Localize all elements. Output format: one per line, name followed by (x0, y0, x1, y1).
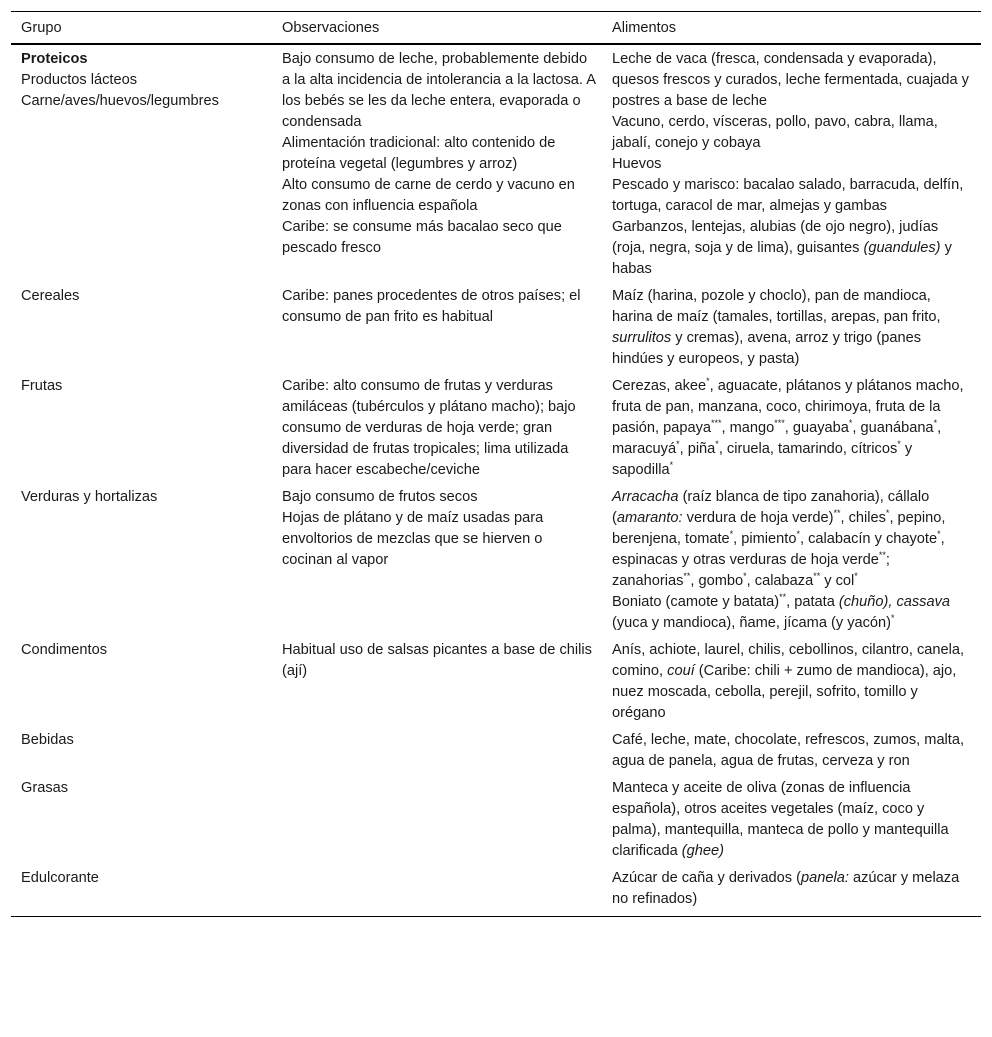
alimentos-cell (602, 637, 981, 727)
cell-line (282, 508, 596, 571)
alimentos-cell (602, 865, 981, 917)
table-row (11, 727, 981, 775)
grupo-cell (11, 373, 272, 484)
text-segment: Grasas (21, 780, 69, 796)
text-segment: (yuca y mandioca), ñame, jícama (y yacón) (612, 615, 892, 631)
grupo-cell (11, 44, 272, 283)
observaciones-cell (272, 637, 602, 727)
footnote-mark: * (891, 613, 895, 624)
observaciones-cell (272, 283, 602, 373)
cell-line (612, 640, 975, 724)
table-row (11, 775, 981, 865)
cell-line (21, 730, 266, 751)
table-row (11, 865, 981, 917)
footnote-mark: * (933, 418, 938, 429)
text-segment: Hojas de plátano y de maíz usadas para envoltorios de mezclas que se hierven o cocinan al vapor (282, 510, 544, 568)
cell-line (612, 154, 975, 175)
text-segment: Azúcar de caña y derivados ( (612, 870, 802, 886)
cell-line (612, 112, 975, 154)
cell-line (612, 49, 975, 112)
cell-line (21, 376, 266, 397)
text-segment: , pimiento (733, 531, 797, 547)
table-row (11, 637, 981, 727)
text-segment: Frutas (21, 378, 63, 394)
text-segment: Alimentación tradicional: alto contenido de proteína vegetal (legumbres y arroz) (282, 135, 556, 172)
cell-line (282, 376, 596, 481)
cell-line (612, 592, 975, 634)
footnote-mark: ** (813, 571, 821, 582)
text-segment: y col (820, 573, 855, 589)
observaciones-cell (272, 727, 602, 775)
footnote-mark: * (848, 418, 853, 429)
cell-line (282, 286, 596, 328)
alimentos-cell (602, 283, 981, 373)
alimentos-cell (602, 775, 981, 865)
footnote-mark: ** (779, 592, 787, 603)
text-segment: Habitual uso de salsas picantes a base de chilis (ají) (282, 642, 592, 679)
text-segment: verdura de hoja verde) (682, 510, 834, 526)
text-segment: Bebidas (21, 732, 74, 748)
footnote-mark: * (937, 529, 941, 540)
observaciones-cell (272, 775, 602, 865)
text-segment: (ghee) (681, 843, 724, 859)
cell-line (21, 70, 266, 91)
cell-line (282, 640, 596, 682)
food-table-container (11, 11, 981, 917)
cell-line (612, 217, 975, 280)
text-segment: Caribe: panes procedentes de otros países; el consumo de pan frito es habitual (282, 288, 581, 325)
cell-line (21, 49, 266, 70)
observaciones-cell (272, 484, 602, 637)
text-segment: Vacuno, cerdo, vísceras, pollo, pavo, cabra, llama, jabalí, conejo y cobaya (612, 114, 938, 151)
text-segment: y cremas), avena, arroz y trigo (panes hindúes y europeos, y pasta) (612, 330, 922, 367)
alimentos-cell (602, 44, 981, 283)
table-row (11, 484, 981, 637)
cell-line (21, 868, 266, 889)
table-header (11, 12, 981, 45)
alimentos-cell (602, 373, 981, 484)
alimentos-cell (602, 484, 981, 637)
grupo-cell (11, 637, 272, 727)
text-segment: azúcar y melaza no refinados) (612, 870, 960, 907)
text-segment: , pepino, berenjena, tomate (612, 510, 946, 547)
footnote-mark: *** (774, 418, 785, 429)
header-row (11, 12, 981, 45)
text-segment: Verduras y hortalizas (21, 489, 158, 505)
text-segment: Proteicos (21, 51, 88, 67)
grupo-cell (11, 727, 272, 775)
text-segment: panela: (801, 870, 849, 886)
text-segment: Pescado y marisco: bacalao salado, barracuda, delfín, tortuga, caracol de mar, almejas y gambas (612, 177, 964, 214)
cell-line (21, 487, 266, 508)
observaciones-cell (272, 44, 602, 283)
text-segment: , calabaza (746, 573, 814, 589)
cell-line (282, 217, 596, 259)
cell-line (612, 778, 975, 862)
footnote-mark: *** (711, 418, 722, 429)
text-segment: , calabacín y chayote (799, 531, 938, 547)
text-segment: , guanábana (852, 420, 934, 436)
text-segment: Café, leche, mate, chocolate, refrescos, zumos, malta, agua de panela, agua de frutas, cerveza y ron (612, 732, 965, 769)
text-segment: (chuño), cassava (838, 594, 951, 610)
footnote-mark: * (669, 460, 674, 471)
text-segment: Caribe: se consume más bacalao seco que pescado fresco (282, 219, 562, 256)
cell-line (21, 286, 266, 307)
text-segment: , patata (786, 594, 839, 610)
cell-line (612, 376, 975, 481)
header-observaciones: Observaciones (272, 12, 602, 45)
text-segment: , chiles (840, 510, 886, 526)
table-row (11, 283, 981, 373)
cell-line (612, 868, 975, 910)
text-segment: Condimentos (21, 642, 107, 658)
text-segment: Huevos (612, 156, 662, 172)
cell-line (21, 91, 266, 112)
header-grupo: Grupo (11, 12, 272, 45)
text-segment: Manteca y aceite de oliva (zonas de influencia española), otros aceites vegetales (maíz, coco y palma), mantequilla, manteca de pollo y mantequilla clarificada (612, 780, 949, 859)
text-segment: Edulcorante (21, 870, 99, 886)
text-segment: Leche de vaca (fresca, condensada y evaporada), quesos frescos y curados, leche fermentada, cuajada y postres a base de leche (612, 51, 969, 109)
text-segment: y sapodilla (612, 441, 913, 478)
cell-line (612, 286, 975, 370)
text-segment: Garbanzos, lentejas, alubias (de ojo negro), judías (roja, negra, soja y de lima), guisantes (612, 219, 939, 256)
text-segment: , gombo (690, 573, 744, 589)
text-segment: , ciruela, tamarindo, cítricos (718, 441, 898, 457)
text-segment: couí (667, 663, 695, 679)
cell-line (282, 487, 596, 508)
footnote-mark: * (706, 376, 710, 387)
text-segment: amaranto: (616, 510, 683, 526)
text-segment: Caribe: alto consumo de frutas y verduras amiláceas (tubérculos y plátano macho); bajo consumo de verduras de hoja verde; gran diversidad de frutas tropicales; lima utilizada para hacer escabeche/ceviche (282, 378, 576, 478)
text-segment: , piña (679, 441, 716, 457)
text-segment: , guayaba (784, 420, 849, 436)
food-groups-table (11, 11, 981, 917)
cell-line (612, 175, 975, 217)
text-segment: Boniato (camote y batata) (612, 594, 780, 610)
text-segment: (Caribe: chili + zumo de mandioca), ajo, nuez moscada, cebolla, perejil, sofrito, tomillo y orégano (612, 663, 957, 721)
grupo-cell (11, 484, 272, 637)
header-alimentos: Alimentos (602, 12, 981, 45)
footnote-mark: ** (878, 550, 886, 561)
cell-line (612, 730, 975, 772)
footnote-mark: * (796, 529, 800, 540)
text-segment: Cerezas, akee (612, 378, 707, 394)
footnote-mark: ** (683, 571, 691, 582)
text-segment: surrulitos (612, 330, 672, 346)
cell-line (21, 778, 266, 799)
footnote-mark: ** (833, 508, 841, 519)
cell-line (282, 49, 596, 133)
footnote-mark: * (854, 571, 858, 582)
text-segment: ; zanahorias (612, 552, 890, 589)
cell-line (282, 133, 596, 175)
observaciones-cell (272, 373, 602, 484)
text-segment: Anís, achiote, laurel, chilis, cebollinos, cilantro, canela, comino, (612, 642, 965, 679)
footnote-mark: * (676, 439, 680, 450)
footnote-mark: * (885, 508, 890, 519)
grupo-cell (11, 775, 272, 865)
text-segment: Maíz (harina, pozole y choclo), pan de mandioca, harina de maíz (tamales, tortillas, arepas, pan frito, (612, 288, 941, 325)
text-segment: (guandules) (863, 240, 941, 256)
text-segment: Bajo consumo de leche, probablemente debido a la alta incidencia de intolerancia a la lactosa. A los bebés se les da leche entera, evaporada o condensada (282, 51, 596, 130)
text-segment: Cereales (21, 288, 80, 304)
text-segment: Arracacha (612, 489, 679, 505)
footnote-mark: * (743, 571, 747, 582)
text-segment: , aguacate, plátanos y plátanos macho, fruta de pan, manzana, coco, chirimoya, fruta de la pasión, papaya (612, 378, 964, 436)
text-segment: , mango (721, 420, 775, 436)
footnote-mark: * (715, 439, 719, 450)
table-row (11, 373, 981, 484)
cell-line (612, 487, 975, 592)
text-segment: y habas (612, 240, 952, 277)
grupo-cell (11, 283, 272, 373)
cell-line (21, 640, 266, 661)
text-segment: Carne/aves/huevos/legumbres (21, 93, 219, 109)
footnote-mark: * (897, 439, 901, 450)
text-segment: , espinacas y otras verduras de hoja verde (612, 531, 945, 568)
grupo-cell (11, 865, 272, 917)
text-segment: Bajo consumo de frutos secos (282, 489, 478, 505)
alimentos-cell (602, 727, 981, 775)
table-row (11, 44, 981, 283)
observaciones-cell (272, 865, 602, 917)
footnote-mark: * (729, 529, 734, 540)
table-body (11, 44, 981, 917)
text-segment: Alto consumo de carne de cerdo y vacuno en zonas con influencia española (282, 177, 575, 214)
text-segment: , maracuyá (612, 420, 942, 457)
text-segment: Productos lácteos (21, 72, 138, 88)
text-segment: (raíz blanca de tipo zanahoria), cállalo ( (612, 489, 930, 526)
cell-line (282, 175, 596, 217)
